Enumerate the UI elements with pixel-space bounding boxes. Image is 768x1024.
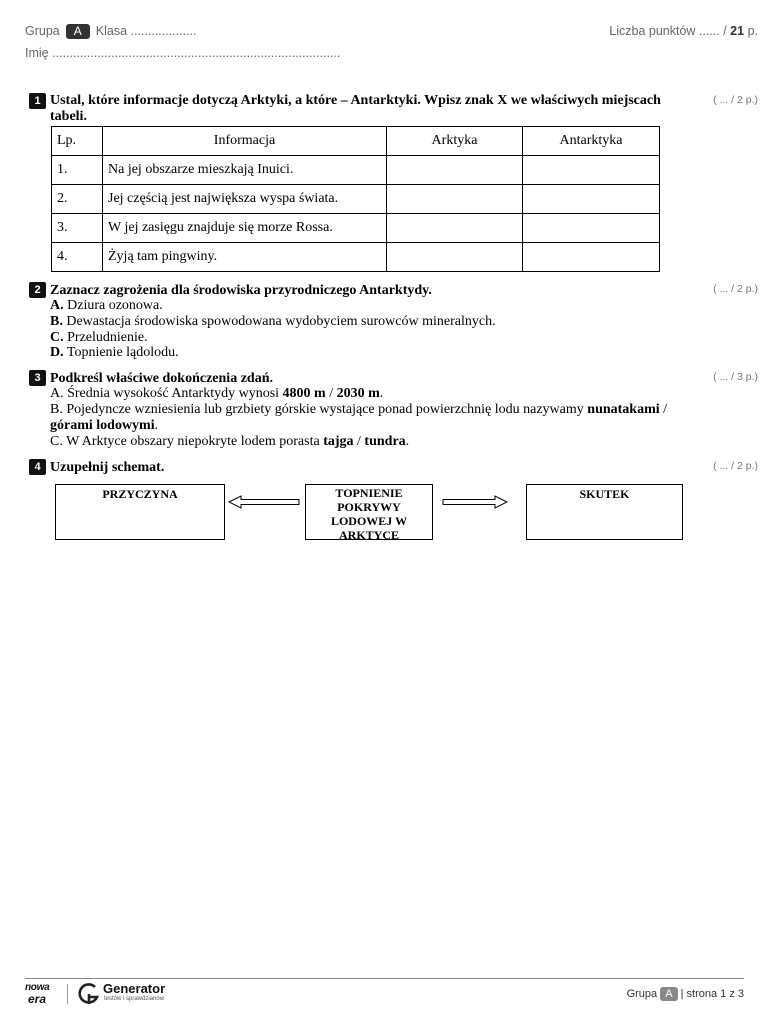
antarktyka-cell[interactable] <box>523 156 660 185</box>
points-total-field <box>609 24 758 38</box>
task3-sentence-b <box>50 402 710 434</box>
arrow-left-icon <box>228 495 300 509</box>
footer-group-badge: A <box>660 987 677 1001</box>
antarktyka-cell[interactable] <box>523 214 660 243</box>
sentence-text: B. Pojedyncze wzniesienia lub grzbiety górskie wystające ponad powierzchnię lodu nazywamy <box>50 402 584 417</box>
answer-option[interactable]: 2030 m <box>336 386 380 401</box>
schema-effect-box[interactable] <box>526 484 683 540</box>
task2-option-a[interactable] <box>50 298 163 314</box>
task-number-1: 1 <box>29 93 46 109</box>
task1-table <box>51 126 660 272</box>
generator-title: Generator <box>103 981 166 996</box>
task2-option-c[interactable] <box>50 330 148 346</box>
points-unit: p. <box>747 24 758 38</box>
task3-title: Podkreśl właściwe dokończenia zdań. <box>50 371 273 386</box>
col-arktyka: Arktyka <box>387 127 523 156</box>
table-row <box>52 185 660 214</box>
generator-logo-icon <box>77 982 101 1006</box>
task1-points: ( ... / 2 p.) <box>713 94 758 106</box>
row-lp: 3. <box>52 214 103 243</box>
option-letter: C. <box>50 330 64 345</box>
col-informacja: Informacja <box>103 127 387 156</box>
option-text: Przeludnienie. <box>67 330 148 345</box>
group-badge: A <box>66 24 90 39</box>
answer-option[interactable]: nunatakami <box>587 402 660 417</box>
row-info: Żyją tam pingwiny. <box>103 243 387 272</box>
task3-points: ( ... / 3 p.) <box>713 371 758 383</box>
table-header-row <box>52 127 660 156</box>
col-lp: Lp. <box>52 127 103 156</box>
sentence-end: . <box>379 386 384 401</box>
table-row <box>52 156 660 185</box>
footer-page-text: | strona 1 z 3 <box>680 988 744 1000</box>
schema-center-label: TOPNIENIE POKRYWY LODOWEJ W ARKTYCE <box>330 486 408 542</box>
task3-sentence-a <box>50 386 383 402</box>
arktyka-cell[interactable] <box>387 185 523 214</box>
sentence-text: A. Średnia wysokość Antarktydy wynosi <box>50 386 280 401</box>
name-field: Imię ................................................................................... <box>25 46 341 60</box>
schema-effect-label: SKUTEK <box>579 487 630 501</box>
group-field <box>25 24 197 39</box>
task-number-2: 2 <box>29 282 46 298</box>
task-number-4: 4 <box>29 459 46 475</box>
option-letter: B. <box>50 314 63 329</box>
task4-points: ( ... / 2 p.) <box>713 460 758 472</box>
antarktyka-cell[interactable] <box>523 243 660 272</box>
row-lp: 2. <box>52 185 103 214</box>
sentence-end: . <box>154 418 159 433</box>
task1-title: Ustal, które informacje dotyczą Arktyki, a które – Antarktyki. Wpisz znak X we właściwych miejscach tabeli. <box>50 93 661 124</box>
task3-sentence-c <box>50 434 409 450</box>
task2-option-b[interactable] <box>50 314 496 330</box>
col-antarktyka: Antarktyka <box>523 127 660 156</box>
option-letter: D. <box>50 345 64 360</box>
generator-subtitle: testów i sprawdzianów <box>104 996 165 1002</box>
antarktyka-cell[interactable] <box>523 185 660 214</box>
answer-option[interactable]: tajga <box>323 434 354 449</box>
row-info: W jej zasięgu znajduje się morze Rossa. <box>103 214 387 243</box>
footer-divider <box>25 978 744 979</box>
logo-bottom-text: era <box>28 992 47 1006</box>
page-indicator <box>627 987 744 1001</box>
points-total: 21 <box>730 24 745 38</box>
table-row <box>52 214 660 243</box>
sentence-text: C. W Arktyce obszary niepokryte lodem porasta <box>50 434 320 449</box>
arktyka-cell[interactable] <box>387 214 523 243</box>
footer-group-label: Grupa <box>626 988 658 1000</box>
answer-option[interactable]: górami lodowymi <box>50 418 155 433</box>
task2-points: ( ... / 2 p.) <box>713 283 758 295</box>
option-separator: / <box>329 386 334 401</box>
arktyka-cell[interactable] <box>387 243 523 272</box>
arktyka-cell[interactable] <box>387 156 523 185</box>
nowa-era-logo <box>25 983 59 1007</box>
task2-option-d[interactable] <box>50 345 179 361</box>
row-info: Jej częścią jest największa wyspa świata. <box>103 185 387 214</box>
option-text: Topnienie lądolodu. <box>66 345 179 360</box>
row-lp: 1. <box>52 156 103 185</box>
option-separator: / <box>357 434 361 449</box>
option-separator: / <box>663 402 668 417</box>
option-text: Dziura ozonowa. <box>67 298 163 313</box>
table-row <box>52 243 660 272</box>
schema-cause-box[interactable] <box>55 484 225 540</box>
row-info: Na jej obszarze mieszkają Inuici. <box>103 156 387 185</box>
arrow-right-icon <box>442 495 508 509</box>
points-label: Liczba punktów ...... / <box>609 24 727 38</box>
task-number-3: 3 <box>29 370 46 386</box>
task4-title: Uzupełnij schemat. <box>50 460 165 475</box>
logo-divider <box>67 984 68 1004</box>
class-label: Klasa ................... <box>95 24 197 38</box>
schema-center-box <box>305 484 433 540</box>
option-text: Dewastacja środowiska spowodowana wydobyciem surowców mineralnych. <box>66 314 496 329</box>
answer-option[interactable]: tundra <box>364 434 406 449</box>
task2-title: Zaznacz zagrożenia dla środowiska przyrodniczego Antarktydy. <box>50 283 432 298</box>
schema-cause-label: PRZYCZYNA <box>102 487 178 501</box>
sentence-end: . <box>405 434 410 449</box>
group-label: Grupa <box>25 24 60 38</box>
row-lp: 4. <box>52 243 103 272</box>
answer-option[interactable]: 4800 m <box>282 386 326 401</box>
logo-top-text: nowa <box>25 982 50 993</box>
option-letter: A. <box>50 298 64 313</box>
